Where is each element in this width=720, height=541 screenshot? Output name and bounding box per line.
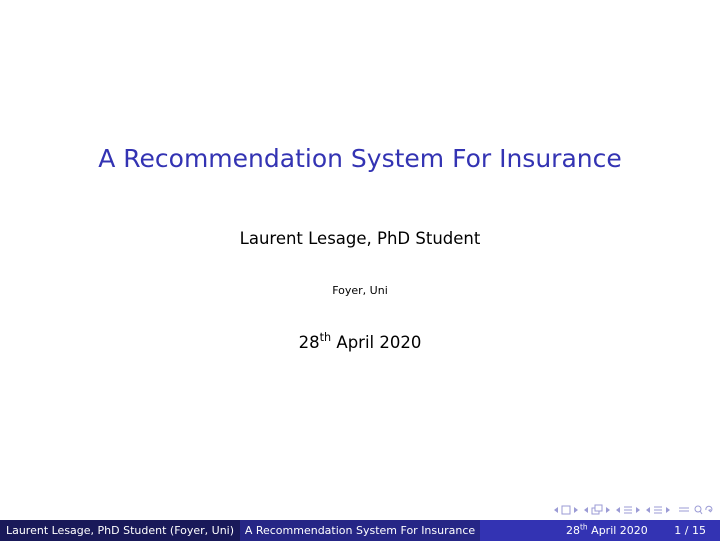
section-icon: [622, 504, 634, 516]
presentation-date: [0, 333, 720, 352]
author-name: Laurent Lesage, PhD Student: [239, 229, 481, 248]
page-number: 1 / 15: [674, 524, 706, 537]
footer-date-day: 28: [566, 524, 580, 537]
subsection-back-icon[interactable]: [582, 504, 590, 516]
search-icon[interactable]: [692, 504, 714, 516]
slide-footer: [0, 520, 720, 541]
footer-date-month-year: April 2020: [591, 524, 648, 537]
subsection-icon: [590, 504, 604, 516]
institute: Foyer, Uni: [332, 284, 388, 297]
section-back-icon[interactable]: [614, 504, 622, 516]
frame-icon: [560, 504, 572, 516]
part-back-icon[interactable]: [644, 504, 652, 516]
frame-back-icon[interactable]: [552, 504, 560, 516]
part-forward-icon[interactable]: [664, 504, 676, 516]
footer-date: [566, 520, 648, 541]
section-forward-icon[interactable]: [634, 504, 644, 516]
presentation-align-icon[interactable]: [676, 504, 692, 516]
footer-date-page: [480, 520, 720, 541]
date-day: 28: [298, 333, 320, 352]
footer-date-suffix: th: [580, 522, 588, 532]
subsection-forward-icon[interactable]: [604, 504, 614, 516]
date-month-year: April 2020: [336, 333, 422, 352]
footer-title: A Recommendation System For Insurance: [240, 520, 480, 541]
beamer-navigation-bar: [552, 504, 714, 516]
date-ordinal-suffix: th: [319, 331, 332, 345]
footer-author-institute: Laurent Lesage, PhD Student (Foyer, Uni): [0, 520, 240, 541]
part-icon: [652, 504, 664, 516]
frame-forward-icon[interactable]: [572, 504, 582, 516]
slide-title: A Recommendation System For Insurance: [98, 144, 622, 173]
